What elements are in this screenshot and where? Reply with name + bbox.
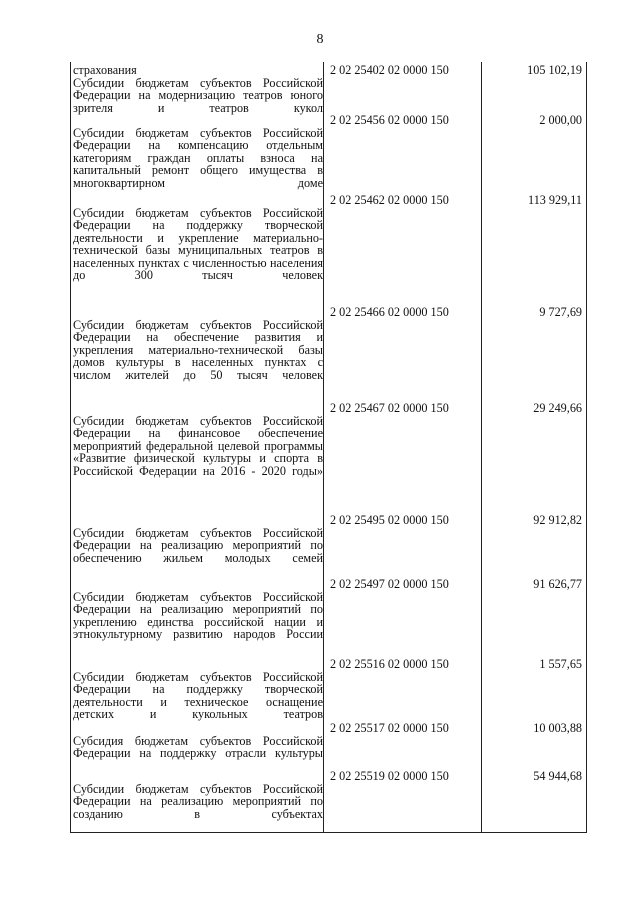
row-description: Субсидии бюджетам субъектов Российской Федерации на обеспечение развития и укрепления материально-технической базы домов культуры в населенных пунктах с числом жителей до 50 тысяч человек: [73, 318, 323, 382]
row-amount: 9 727,69: [539, 305, 582, 319]
row-code: 2 02 25462 02 0000 150: [330, 193, 449, 207]
row-amount: 91 626,77: [533, 577, 582, 591]
row-description: Субсидии бюджетам субъектов Российской Федерации на поддержку творческой деятельности и техническое оснащение детских и кукольных театров: [73, 670, 323, 722]
row-code: 2 02 25516 02 0000 150: [330, 657, 449, 671]
row-amount: 105 102,19: [527, 63, 582, 77]
row-code: 2 02 25402 02 0000 150: [330, 63, 449, 77]
row-code: 2 02 25519 02 0000 150: [330, 769, 449, 783]
row-description: Субсидии бюджетам субъектов Российской Федерации на компенсацию отдельным категориям граждан оплаты взноса на капитальный ремонт общего имущества в многоквартирном доме: [73, 126, 323, 190]
row-amount: 54 944,68: [533, 769, 582, 783]
row-description: Субсидии бюджетам субъектов Российской Федерации на реализацию мероприятий по обеспечению жильем молодых семей: [73, 526, 323, 565]
column-divider: [323, 62, 324, 832]
row-code: 2 02 25466 02 0000 150: [330, 305, 449, 319]
row-code: 2 02 25497 02 0000 150: [330, 577, 449, 591]
row-code: 2 02 25467 02 0000 150: [330, 401, 449, 415]
row-description: Субсидии бюджетам субъектов Российской Федерации на реализацию мероприятий по укреплению единства российской нации и этнокультурному развитию народов России: [73, 590, 323, 642]
row-description: Субсидия бюджетам субъектов Российской Федерации на поддержку отрасли культуры: [73, 734, 323, 761]
row-amount: 113 929,11: [528, 193, 582, 207]
row-description: Субсидии бюджетам субъектов Российской Федерации на реализацию мероприятий по созданию в субъектах: [73, 782, 323, 821]
row-description: страхования: [73, 63, 137, 77]
row-code: 2 02 25517 02 0000 150: [330, 721, 449, 735]
budget-table: [70, 62, 587, 833]
column-divider: [481, 62, 482, 832]
row-amount: 1 557,65: [539, 657, 582, 671]
row-description: Субсидии бюджетам субъектов Российской Федерации на модернизацию театров юного зрителя и театров кукол: [73, 76, 323, 115]
row-amount: 92 912,82: [533, 513, 582, 527]
row-amount: 29 249,66: [533, 401, 582, 415]
row-amount: 2 000,00: [539, 113, 582, 127]
page-number: 8: [316, 32, 324, 47]
row-description: Субсидии бюджетам субъектов Российской Федерации на поддержку творческой деятельности и укрепление материально-технической базы муниципальных театров в населенных пунктах с численностью населения до 300 тысяч человек: [73, 206, 323, 283]
row-code: 2 02 25495 02 0000 150: [330, 513, 449, 527]
row-description: Субсидии бюджетам субъектов Российской Федерации на финансовое обеспечение мероприятий федеральной целевой программы «Развитие физической культуры и спорта в Российской Федерации на 2016 - 2020 годы»: [73, 414, 323, 478]
row-code: 2 02 25456 02 0000 150: [330, 113, 449, 127]
row-amount: 10 003,88: [533, 721, 582, 735]
